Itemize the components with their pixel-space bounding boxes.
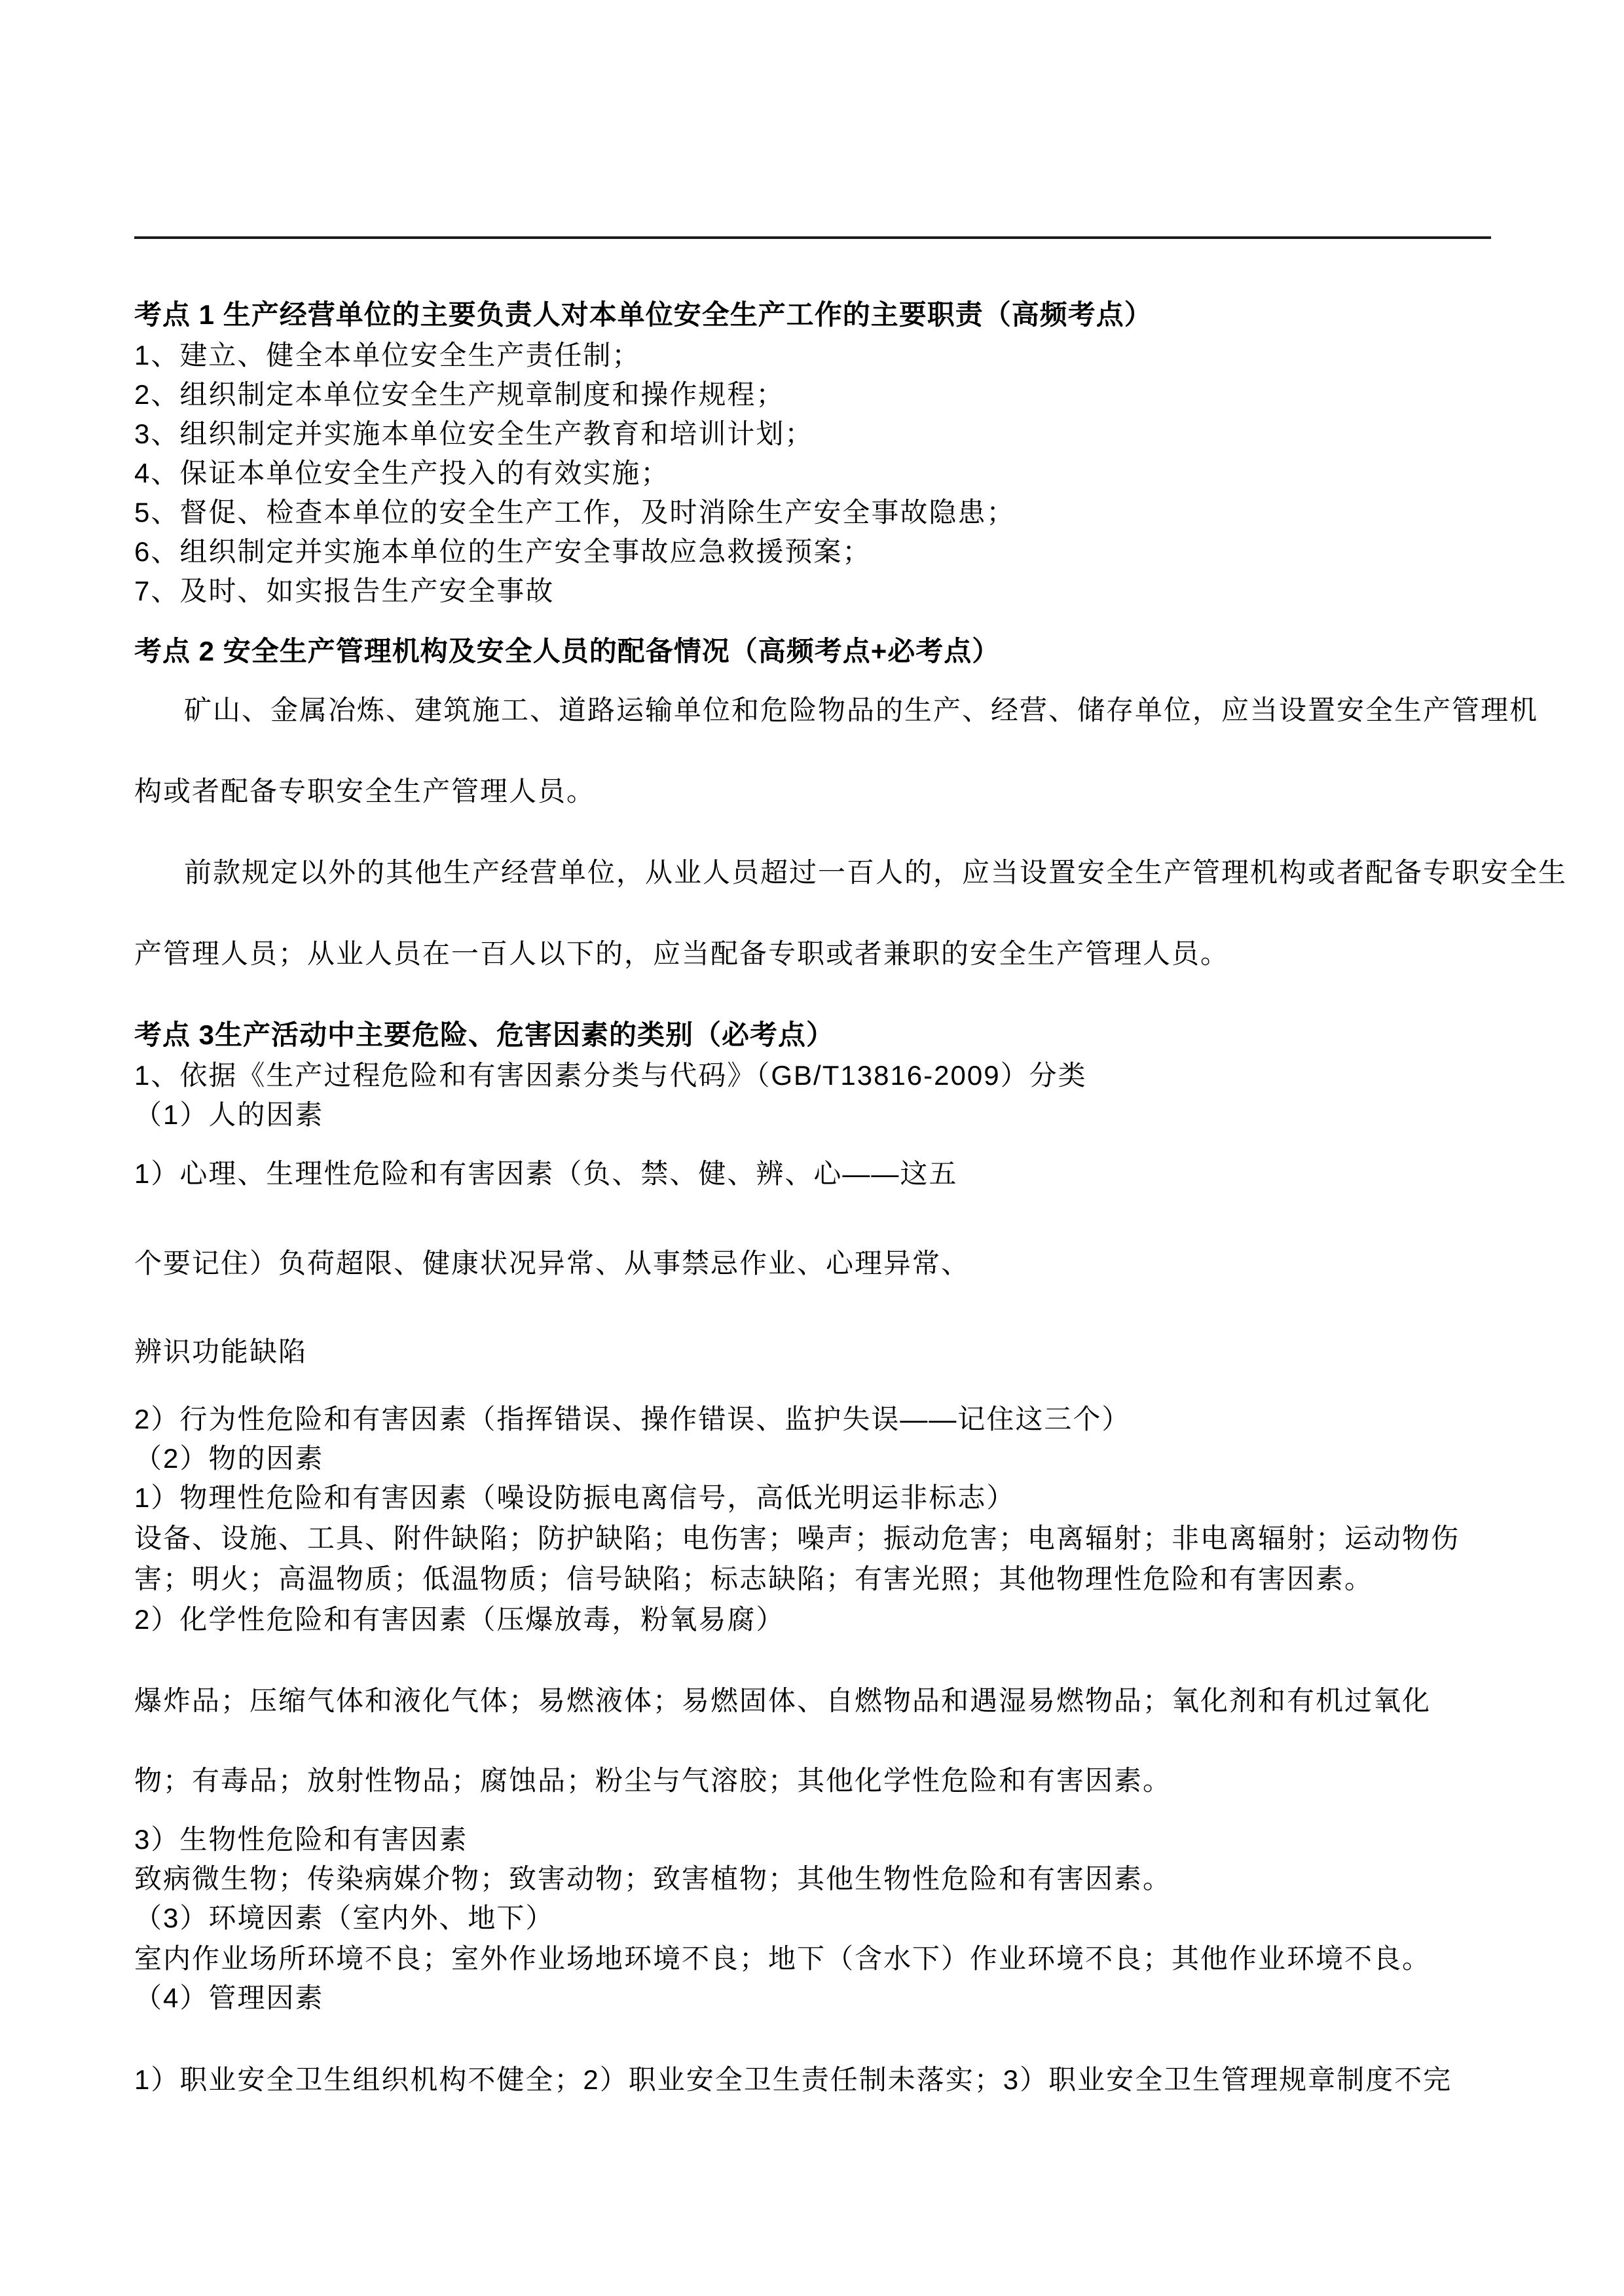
section-1-item-7: 7、及时、如实报告生产安全事故	[134, 575, 555, 606]
section-3-line-19: 1）职业安全卫生组织机构不健全；2）职业安全卫生责任制未落实；3）职业安全卫生管理规章制度不完	[134, 2064, 1452, 2095]
header-divider-line	[134, 236, 1491, 239]
section-3-line-7: （2）物的因素	[134, 1443, 324, 1474]
section-3-heading: 考点 3生产活动中主要危险、危害因素的类别（必考点）	[134, 1019, 835, 1050]
section-3-line-4: 个要记住）负荷超限、健康状况异常、从事禁忌作业、心理异常、	[134, 1248, 970, 1279]
section-2-line-4: 产管理人员；从业人员在一百人以下的，应当配备专职或者兼职的安全生产管理人员。	[134, 938, 1230, 969]
section-1-item-1: 1、建立、健全本单位安全生产责任制；	[134, 340, 641, 371]
section-2-line-1: 矿山、金属冶炼、建筑施工、道路运输单位和危险物品的生产、经营、储存单位，应当设置安全生产管理机	[184, 695, 1539, 725]
section-3-line-10: 害；明火；高温物质；低温物质；信号缺陷；标志缺陷；有害光照；其他物理性危险和有害因素。	[134, 1563, 1374, 1594]
section-2-line-3: 前款规定以外的其他生产经营单位，从业人员超过一百人的，应当设置安全生产管理机构或者配备专职安全生	[184, 857, 1568, 888]
section-1-item-4: 4、保证本单位安全生产投入的有效实施；	[134, 458, 670, 488]
section-1-item-3: 3、组织制定并实施本单位安全生产教育和培训计划；	[134, 418, 814, 449]
section-3-line-13: 物；有毒品；放射性物品；腐蚀品；粉尘与气溶胶；其他化学性危险和有害因素。	[134, 1765, 1172, 1796]
section-1-item-6: 6、组织制定并实施本单位的生产安全事故应急救援预案；	[134, 536, 872, 567]
section-3-line-6: 2）行为性危险和有害因素（指挥错误、操作错误、监护失误——记住这三个）	[134, 1404, 1131, 1434]
section-3-line-1: 1、依据《生产过程危险和有害因素分类与代码》（GB/T13816-2009）分类	[134, 1060, 1087, 1091]
section-2-heading: 考点 2 安全生产管理机构及安全人员的配备情况（高频考点+必考点）	[134, 636, 1001, 666]
section-3-line-3: 1）心理、生理性危险和有害因素（负、禁、健、辨、心——这五	[134, 1158, 958, 1189]
section-3-line-5: 辨识功能缺陷	[134, 1336, 308, 1367]
section-3-line-16: （3）环境因素（室内外、地下）	[134, 1903, 555, 1933]
section-1-item-2: 2、组织制定本单位安全生产规章制度和操作规程；	[134, 379, 785, 410]
section-2-line-2: 构或者配备专职安全生产管理人员。	[134, 776, 596, 807]
section-3-line-8: 1）物理性危险和有害因素（噪设防振电离信号，高低光明运非标志）	[134, 1482, 1016, 1513]
section-3-line-17: 室内作业场所环境不良；室外作业场地环境不良；地下（含水下）作业环境不良；其他作业环境不良。	[134, 1943, 1431, 1974]
section-1-item-5: 5、督促、检查本单位的安全生产工作，及时消除生产安全事故隐患；	[134, 497, 1016, 528]
section-3-line-14: 3）生物性危险和有害因素	[134, 1824, 468, 1855]
section-3-line-2: （1）人的因素	[134, 1099, 324, 1130]
section-3-line-18: （4）管理因素	[134, 1982, 324, 2013]
section-3-line-11: 2）化学性危险和有害因素（压爆放毒，粉氧易腐）	[134, 1604, 785, 1635]
section-3-line-12: 爆炸品；压缩气体和液化气体；易燃液体；易燃固体、自燃物品和遇湿易燃物品；氧化剂和有机过氧化	[134, 1685, 1431, 1716]
section-1-heading: 考点 1 生产经营单位的主要负责人对本单位安全生产工作的主要职责（高频考点）	[134, 299, 1153, 330]
section-3-line-15: 致病微生物；传染病媒介物；致害动物；致害植物；其他生物性危险和有害因素。	[134, 1863, 1172, 1894]
section-3-line-9: 设备、设施、工具、附件缺陷；防护缺陷；电伤害；噪声；振动危害；电离辐射；非电离辐射；运动物伤	[134, 1523, 1460, 1554]
